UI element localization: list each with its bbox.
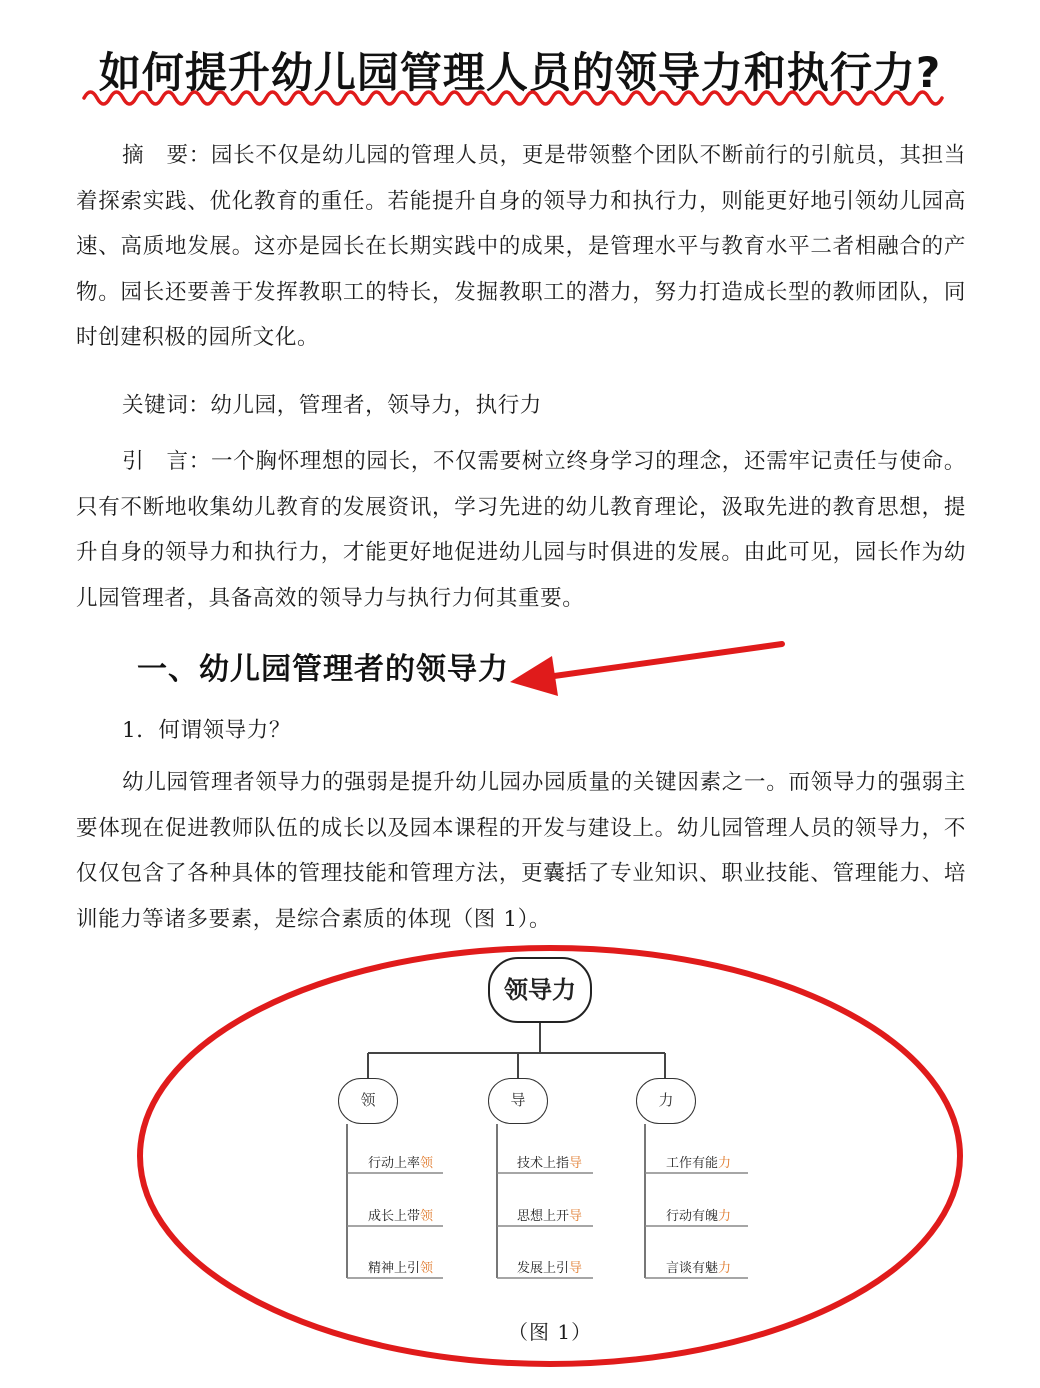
red-arrow-annotation xyxy=(500,630,790,700)
abstract-text: 园长不仅是幼儿园的管理人员，更是带领整个团队不断前行的引航员，其担当着探索实践、优化教育的重任。若能提升自身的领导力和执行力，则能更好地引领幼儿园高速、高质地发展。这亦是园长在长期实践中的成果，是管理水平与教育水平二者相融合的产物。园长还要善于发挥教职工的特长，发掘教职工的潜力，努力打造成长型的教师团队，同时创建积极的园所文化。 xyxy=(76,143,966,350)
leaf-item: 发展上引导 xyxy=(517,1261,583,1276)
branch-node-li: 力 xyxy=(636,1078,696,1124)
red-ellipse-annotation xyxy=(128,938,978,1378)
intro-label: 引 言： xyxy=(122,449,211,474)
section-heading-leadership: 一、幼儿园管理者的领导力 xyxy=(137,652,509,687)
leaf-item: 行动上率领 xyxy=(368,1156,434,1171)
document-title: 如何提升幼儿园管理人员的领导力和执行力? xyxy=(98,48,942,97)
leaf-item: 成长上带领 xyxy=(368,1209,434,1224)
intro-paragraph xyxy=(76,439,966,621)
body-paragraph xyxy=(76,760,966,942)
abstract-paragraph xyxy=(76,133,966,361)
branch-node-ling: 领 xyxy=(338,1078,398,1124)
subsection-heading-what-is-leadership: 1．何谓领导力？ xyxy=(122,718,291,743)
figure-caption: （图 1） xyxy=(508,1320,593,1344)
leaf-item: 言谈有魅力 xyxy=(666,1261,732,1276)
branch-node-dao: 导 xyxy=(488,1078,548,1124)
wavy-underline-annotation xyxy=(82,88,952,108)
leaf-item: 精神上引领 xyxy=(368,1261,434,1276)
leaf-item: 思想上开导 xyxy=(517,1209,583,1224)
diagram-root-node: 领导力 xyxy=(488,957,592,1023)
leaf-item: 行动有魄力 xyxy=(666,1209,732,1224)
leaf-item: 技术上指导 xyxy=(517,1156,583,1171)
abstract-label: 摘 要： xyxy=(122,143,211,168)
intro-text: 一个胸怀理想的园长，不仅需要树立终身学习的理念，还需牢记责任与使命。只有不断地收集幼儿教育的发展资讯，学习先进的幼儿教育理论，汲取先进的教育思想，提升自身的领导力和执行力，才能更好地促进幼儿园与时俱进的发展。由此可见，园长作为幼儿园管理者，具备高效的领导力与执行力何其重要。 xyxy=(76,449,966,611)
leaf-item: 工作有能力 xyxy=(666,1156,732,1171)
keywords-line: 关键词：幼儿园，管理者，领导力，执行力 xyxy=(122,393,542,418)
body-text: 幼儿园管理者领导力的强弱是提升幼儿园办园质量的关键因素之一。而领导力的强弱主要体现在促进教师队伍的成长以及园本课程的开发与建设上。幼儿园管理人员的领导力，不仅仅包含了各种具体的管理技能和管理方法，更囊括了专业知识、职业技能、管理能力、培训能力等诸多要素，是综合素质的体现（图 1）。 xyxy=(76,770,966,932)
